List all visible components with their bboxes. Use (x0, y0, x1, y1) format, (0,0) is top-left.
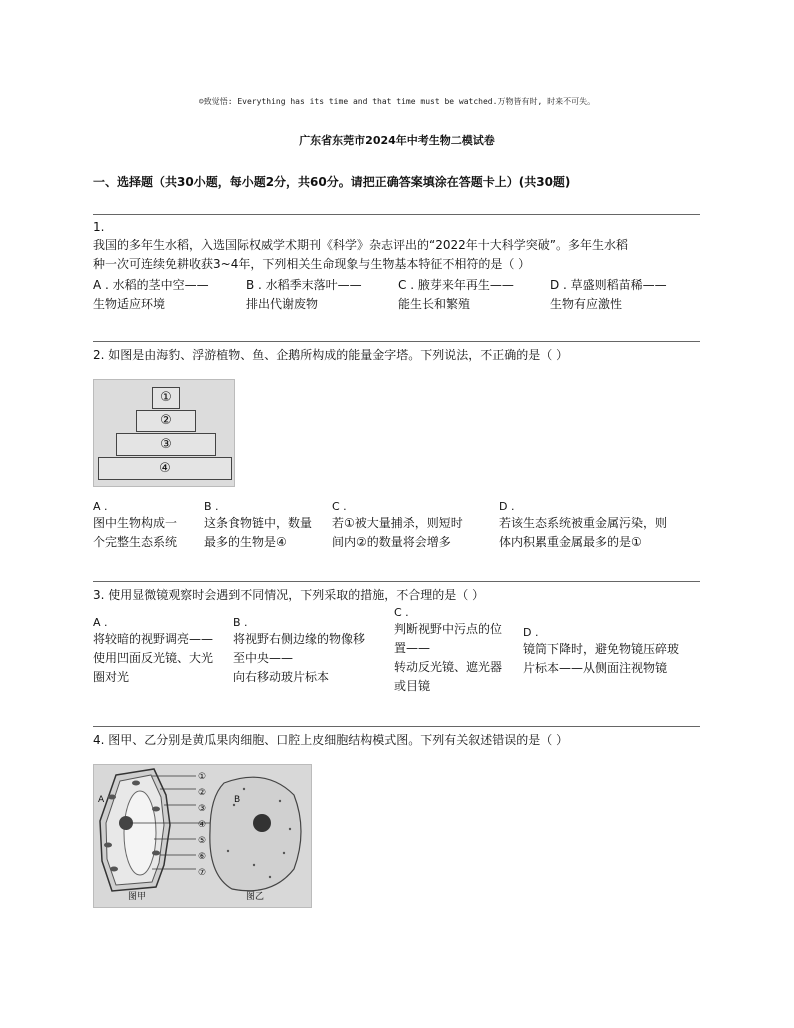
q1-option-a[interactable] (93, 276, 209, 314)
figure-number-labels (198, 769, 206, 881)
cytoplasm-dot (253, 864, 255, 866)
q3-option-d-line2: 片标本——从侧面注视物镜 (523, 661, 668, 675)
q2-option-c-line1: 若①被大量捕杀，则短时 (332, 516, 463, 530)
chloroplast (108, 795, 116, 800)
pyramid-level-4: ④ (98, 457, 232, 480)
q1-option-b-line2: 排出代谢废物 (246, 297, 319, 311)
q3-option-b-line1: 将视野右侧边缘的物像移 (233, 632, 366, 646)
caption-right: 图乙 (246, 892, 265, 902)
chloroplast (152, 851, 160, 856)
q3-option-d-label: D . (523, 626, 539, 639)
q3-option-a-label: A . (93, 616, 108, 629)
pyramid-level-3: ③ (116, 433, 216, 456)
section-heading: 一、选择题（共30小题，每小题2分，共60分。请把正确答案填涂在答题卡上）(共30题) (93, 175, 571, 189)
q1-option-b[interactable] (246, 276, 362, 314)
q1-option-d-line1: D . 草盛则稻苗稀—— (550, 278, 667, 292)
q2-option-d-label: D . (499, 500, 515, 513)
q2-option-b[interactable] (204, 500, 312, 552)
q2-option-c-line2: 间内②的数量将会增多 (332, 535, 451, 549)
fig-label-5: ⑤ (198, 836, 207, 846)
fig-letter-b: B (234, 795, 241, 805)
fig-label-1: ① (198, 772, 207, 782)
q1-option-a-line2: 生物适应环境 (93, 297, 166, 311)
q2-option-c[interactable] (332, 500, 463, 552)
cytoplasm-dot (269, 876, 271, 878)
q2-option-d[interactable] (499, 500, 667, 552)
q3-option-a[interactable] (93, 616, 233, 687)
q2-option-a-label: A . (93, 500, 108, 513)
q2-option-d-line1: 若该生态系统被重金属污染，则 (499, 516, 668, 530)
q3-stem: 3. 使用显微镜观察时会遇到不同情况，下列采取的措施，不合理的是（ ） (93, 588, 485, 602)
cytoplasm-dot (289, 828, 291, 830)
divider (93, 214, 700, 215)
q3-option-b-line2: 至中央—— (233, 651, 294, 665)
fig-letter-a: A (98, 795, 105, 805)
chloroplast (104, 843, 112, 848)
motto-line: ☺致觉悟: Everything has its time and that time must be watched.万物皆有时, 时来不可失。 (198, 97, 596, 106)
energy-pyramid-figure (93, 379, 235, 487)
caption-left: 图甲 (128, 892, 147, 902)
q2-option-a-line2: 个完整生态系统 (93, 535, 178, 549)
fig-label-2: ② (198, 788, 207, 798)
q2-stem: 2. 如图是由海豹、浮游植物、鱼、企鹅所构成的能量金字塔。下列说法，不正确的是（ ） (93, 348, 569, 362)
q2-option-a-line1: 图中生物构成一 (93, 516, 178, 530)
q3-option-c-line2: 置—— (394, 641, 431, 655)
q2-option-b-label: B . (204, 500, 219, 513)
pyramid-level-1: ① (152, 387, 180, 409)
pyramid-level-2: ② (136, 410, 196, 432)
chloroplast (110, 867, 118, 872)
q2-option-c-label: C . (332, 500, 347, 513)
q1-option-a-line1: A . 水稻的茎中空—— (93, 278, 209, 292)
q1-number: 1. (93, 220, 105, 234)
q3-option-c-line4: 或目镜 (394, 679, 431, 693)
animal-cell (210, 777, 301, 891)
cytoplasm-dot (243, 788, 245, 790)
q3-option-b[interactable] (233, 616, 388, 687)
animal-nucleus (253, 814, 271, 832)
q1-option-d-line2: 生物有应激性 (550, 297, 623, 311)
q3-option-c-label: C . (394, 606, 409, 619)
q3-option-d-line1: 镜筒下降时，避免物镜压碎玻 (523, 642, 680, 656)
cytoplasm-dot (279, 800, 281, 802)
q4-stem: 4. 图甲、乙分别是黄瓜果肉细胞、口腔上皮细胞结构模式图。下列有关叙述错误的是（ ） (93, 733, 569, 747)
q2-option-b-line2: 最多的生物是④ (204, 535, 287, 549)
fig-label-7: ⑦ (198, 868, 207, 878)
q3-option-c-line1: 判断视野中污点的位 (394, 622, 503, 636)
page-title: 广东省东莞市2024年中考生物二模试卷 (299, 134, 495, 147)
q1-option-c-line1: C . 腋芽来年再生—— (398, 278, 514, 292)
q2-option-a[interactable] (93, 500, 177, 552)
cell-structure-figure (93, 764, 312, 908)
cytoplasm-dot (227, 850, 229, 852)
q1-option-b-line1: B . 水稻季末落叶—— (246, 278, 362, 292)
q1-option-d[interactable] (550, 276, 667, 314)
fig-label-4: ④ (198, 820, 207, 830)
q3-option-b-label: B . (233, 616, 248, 629)
q3-option-a-line2: 使用凹面反光镜、大光 (93, 651, 214, 665)
vacuole (124, 791, 156, 875)
q1-option-c-line2: 能生长和繁殖 (398, 297, 471, 311)
cytoplasm-dot (283, 852, 285, 854)
q3-option-c-line3: 转动反光镜、遮光器 (394, 660, 503, 674)
divider (93, 581, 700, 582)
divider (93, 726, 700, 727)
q3-option-c[interactable] (394, 606, 522, 696)
chloroplast (132, 781, 140, 786)
q3-option-d[interactable] (523, 626, 698, 678)
fig-label-3: ③ (198, 804, 207, 814)
q2-option-b-line1: 这条食物链中，数量 (204, 516, 313, 530)
chloroplast (152, 807, 160, 812)
q2-option-d-line2: 体内积累重金属最多的是① (499, 535, 642, 549)
divider (93, 341, 700, 342)
q1-stem-line1: 我国的多年生水稻，入选国际权威学术期刊《科学》杂志评出的“2022年十大科学突破”。多年生水稻 (93, 238, 628, 252)
q1-stem-line2: 种一次可连续免耕收获3~4年，下列相关生命现象与生物基本特征不相符的是（ ） (93, 257, 531, 271)
q3-option-a-line3: 圈对光 (93, 670, 130, 684)
q1-option-c[interactable] (398, 276, 514, 314)
q3-option-b-line3: 向右移动玻片标本 (233, 670, 330, 684)
q3-option-a-line1: 将较暗的视野调亮—— (93, 632, 214, 646)
fig-label-6: ⑥ (198, 852, 207, 862)
